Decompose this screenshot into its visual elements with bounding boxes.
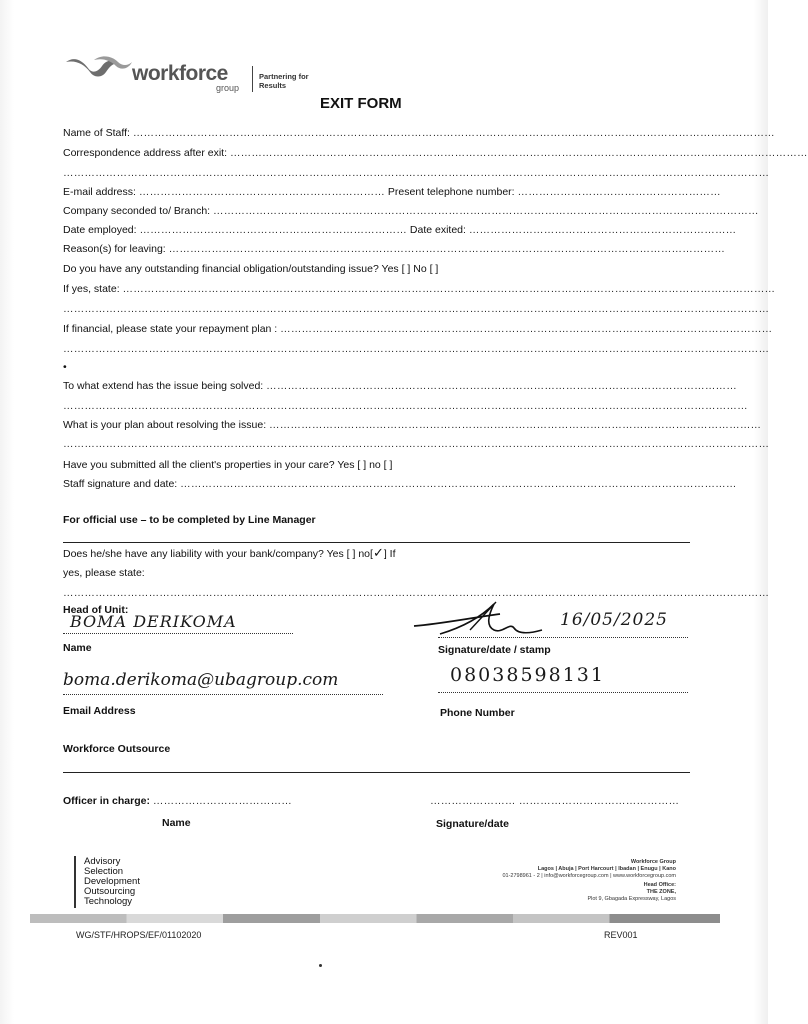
footer-head-office-label: Head Office: xyxy=(643,882,676,888)
field-liability-state xyxy=(63,566,145,580)
logo-wordmark: workforce xyxy=(132,62,228,85)
phone-dotline xyxy=(438,692,688,693)
liability-tick-icon: ✓ xyxy=(372,545,384,560)
footer-divider xyxy=(74,856,76,908)
footer-company: Workforce Group xyxy=(630,859,676,865)
dots: …………………………………………………………… xyxy=(138,186,385,198)
dots: ……………………………………………………………………………………………………………………………………………………………………………… xyxy=(63,587,770,599)
label-date-exited: Date exited: xyxy=(409,224,466,236)
logo-divider xyxy=(252,66,253,92)
footer-contact-block xyxy=(380,859,676,903)
field-issue-solved xyxy=(63,379,737,393)
logo-subtext: group xyxy=(216,83,240,93)
email-dotline xyxy=(63,694,383,695)
label-correspondence: Correspondence address after exit: xyxy=(63,147,228,159)
field-officer-signature xyxy=(430,794,679,808)
label-email: E-mail address: xyxy=(63,186,136,198)
field-liability-question xyxy=(63,546,396,561)
head-name-dotline xyxy=(63,633,293,634)
label-company-seconded: Company seconded to/ Branch: xyxy=(63,205,211,217)
dots: ………………………………………………………………… xyxy=(139,224,407,236)
footer-head-office-address: Plot 9, Gbagada Expressway, Lagos xyxy=(587,896,676,902)
dots: ………………………………………………… xyxy=(517,186,721,198)
phone-value: 08038598131 xyxy=(450,664,605,686)
bullet-mark: • xyxy=(63,361,67,373)
label-liability-if: ] If xyxy=(383,548,396,560)
field-correspondence xyxy=(63,146,808,160)
footer-contact: 01-2798961 - 2 | info@workforcegroup.com | www.workforcegroup.com xyxy=(502,873,676,879)
official-use-heading: For official use – to be completed by Line Manager xyxy=(63,514,316,526)
field-staff-signature xyxy=(63,477,737,491)
label-submitted-properties: Have you submitted all the client's properties in your care? Yes [ ] no [ ] xyxy=(63,459,393,471)
label-present-phone: Present telephone number: xyxy=(387,186,515,198)
workforce-outsource-heading: Workforce Outsource xyxy=(63,743,171,755)
signature-date-value: 16/05/2025 xyxy=(560,610,668,630)
outsource-rule xyxy=(63,772,690,773)
field-issue-line2 xyxy=(63,399,748,413)
dots: ……………………………………………………………………………………………………………………………………………………………………………… xyxy=(63,438,770,450)
label-repayment-plan: If financial, please state your repayment plan : xyxy=(63,323,278,335)
phone-number-label: Phone Number xyxy=(440,707,515,719)
dots: ……………………………………………………………………………………………………………………………………………………………………………… xyxy=(63,303,770,315)
footer-gray-band xyxy=(30,914,720,923)
official-rule xyxy=(63,542,690,543)
dots: ……………………………………………………………………………………………………………………………………… xyxy=(213,205,759,217)
footer-head-office-name: THE ZONE, xyxy=(646,889,676,895)
field-plan-resolving xyxy=(63,418,762,432)
field-submitted-properties xyxy=(63,458,688,472)
dots: ………………………………………………………………………………………………………………………………………… xyxy=(168,243,726,255)
head-of-unit-name-value: BOMA DERIKOMA xyxy=(70,612,237,631)
field-outstanding-question xyxy=(63,262,688,276)
dots: ……………………………………………………………………………………………………………………………………………………………………………… xyxy=(63,167,770,179)
field-name-of-staff xyxy=(63,126,775,140)
dots: ……………………………………………………………………………………………………………………………………………… xyxy=(229,147,808,159)
email-address-label: Email Address xyxy=(63,705,136,717)
dots: ………………………………………………………………………………………………………………………………………… xyxy=(180,478,737,490)
outsource-name-label: Name xyxy=(162,817,191,829)
page-title: EXIT FORM xyxy=(320,95,402,112)
name-label: Name xyxy=(63,642,92,654)
field-liability-line xyxy=(63,586,770,600)
dots: …………………… ……………………………………… xyxy=(430,795,680,807)
label-plan-resolving: What is your plan about resolving the issue: xyxy=(63,419,267,431)
field-plan-line2 xyxy=(63,437,770,451)
label-name-of-staff: Name of Staff: xyxy=(63,127,130,139)
dots: ……………………………………………………………………………………………………………………………………………………………… xyxy=(132,127,775,139)
dots: ………………………………………………………………… xyxy=(468,224,737,236)
field-company-seconded xyxy=(63,204,759,218)
outsource-signature-label: Signature/date xyxy=(436,818,509,830)
dots: ………………………………………………………………………………………………………………………………………………………………… xyxy=(122,283,776,295)
label-issue-solved: To what extend has the issue being solved: xyxy=(63,380,264,392)
service-item: Advisory xyxy=(84,856,121,867)
signature-scribble xyxy=(410,600,545,640)
revision-code: REV001 xyxy=(604,930,638,940)
tagline-line2: Results xyxy=(259,81,287,90)
field-reasons xyxy=(63,242,726,256)
dots: …………………………………………………………………………………………………………………… xyxy=(266,380,737,392)
dots: ………………………………………………………………………………………………………………………… xyxy=(280,323,773,335)
footer-locations: Lagos | Abuja | Port Harcourt | Ibadan | Enugu | Kano xyxy=(537,866,676,872)
label-liability: Does he/she have any liability with your bank/company? Yes [ ] no[ xyxy=(63,548,373,560)
field-if-yes-line2 xyxy=(63,302,770,316)
dots: ………………………………………………………………………………………………………………………………………………………………………… xyxy=(63,400,748,412)
label-outstanding: Do you have any outstanding financial obligation/outstanding issue? Yes [ ] No [ ] xyxy=(63,263,439,275)
service-item: Outsourcing xyxy=(84,886,136,897)
scan-speck xyxy=(319,964,322,967)
service-item: Development xyxy=(84,876,140,887)
document-code: WG/STF/HROPS/EF/01102020 xyxy=(76,930,202,940)
field-repayment-plan xyxy=(63,322,773,336)
dots: ……………………………………………………………………………………………………………………………………………………………………………… xyxy=(63,343,770,355)
dots: ………………………………… xyxy=(152,795,292,807)
field-email-phone xyxy=(63,185,721,199)
label-yes-please-state: yes, please state: xyxy=(63,567,145,579)
label-officer-in-charge: Officer in charge: xyxy=(63,795,150,807)
label-date-employed: Date employed: xyxy=(63,224,137,236)
field-repayment-line2 xyxy=(63,342,770,356)
dots: ………………………………………………………………………………………………………………………… xyxy=(269,419,762,431)
tagline-line1: Partnering for xyxy=(259,72,309,81)
email-value: boma.derikoma@ubagroup.com xyxy=(63,670,339,690)
signature-dotline xyxy=(438,637,688,638)
service-item: Technology xyxy=(84,896,133,907)
workforce-logo-icon xyxy=(64,54,134,80)
label-reasons: Reason(s) for leaving: xyxy=(63,243,166,255)
label-staff-signature: Staff signature and date: xyxy=(63,478,178,490)
service-item: Selection xyxy=(84,866,124,877)
field-officer-in-charge xyxy=(63,794,292,808)
field-if-yes xyxy=(63,282,776,296)
signature-stamp-label: Signature/date / stamp xyxy=(438,644,551,656)
field-dates xyxy=(63,223,737,237)
footer-services xyxy=(84,857,140,907)
label-if-yes: If yes, state: xyxy=(63,283,120,295)
field-correspondence-line2 xyxy=(63,166,770,180)
head-of-unit-label: Head of Unit: xyxy=(63,604,129,616)
